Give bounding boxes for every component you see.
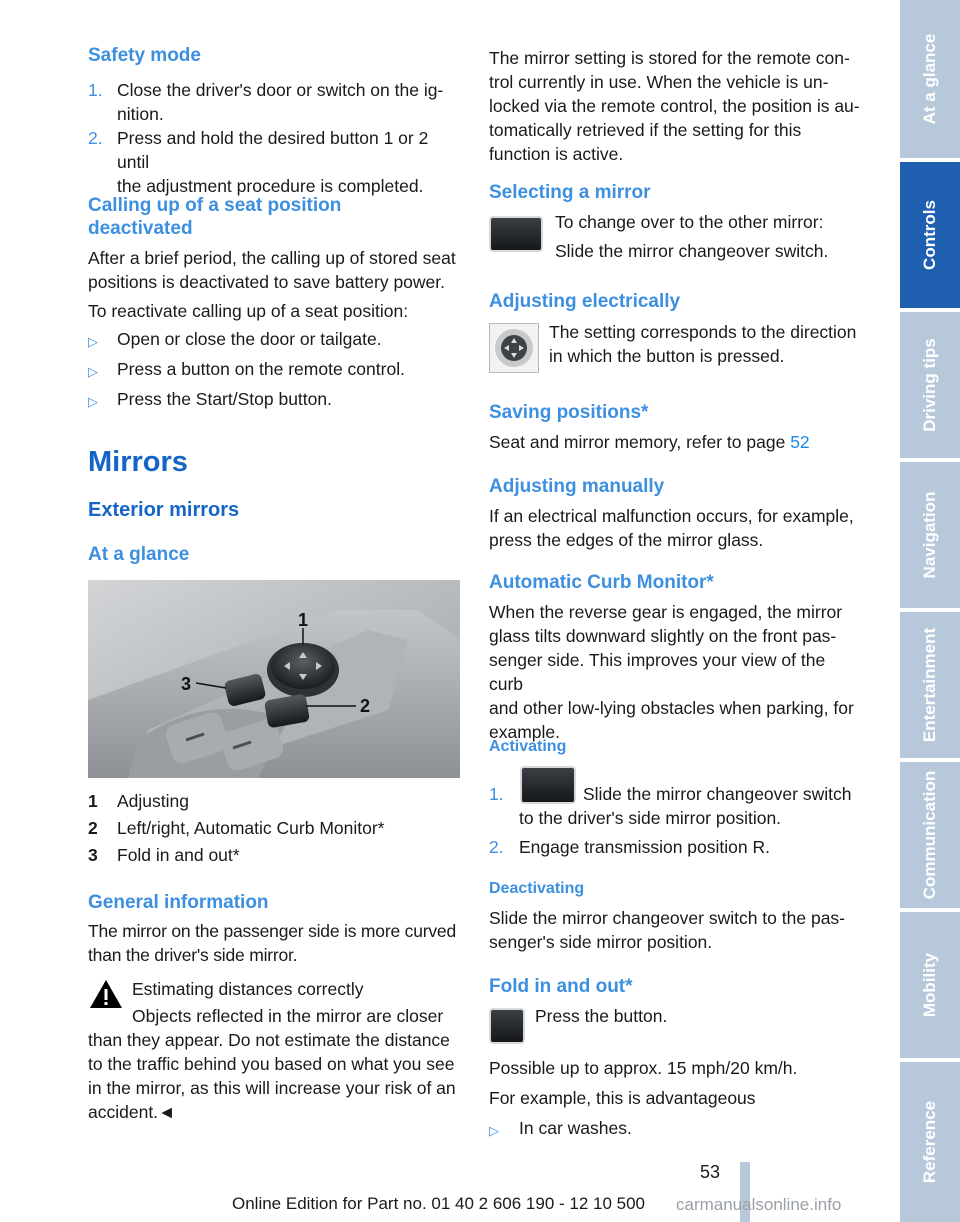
- step-line: Slide the mirror changeover switch: [583, 784, 852, 804]
- chapter-tabs: [900, 0, 960, 1222]
- text-line: The mirror setting is stored for the remote con-: [489, 48, 850, 68]
- tab-communication[interactable]: [900, 762, 960, 908]
- bullet-text: Open or close the door or tailgate.: [117, 329, 382, 349]
- text-line: Slide the mirror changeover switch.: [555, 241, 829, 261]
- bullet-triangle-icon: ▷: [88, 394, 98, 409]
- step-line: Close the driver's door or switch on the ig-: [117, 80, 444, 100]
- legend-text: Left/right, Automatic Curb Monitor*: [117, 818, 385, 838]
- warning-line: to the traffic behind you based on what you see: [88, 1054, 455, 1074]
- bullet-triangle-icon: ▷: [489, 1123, 499, 1138]
- bullet-text: In car washes.: [519, 1118, 632, 1138]
- tab-label: Controls: [920, 200, 939, 270]
- fold-paragraph: [489, 1056, 861, 1140]
- section-title-calling-up: [88, 194, 341, 240]
- manual-paragraph: [489, 504, 861, 552]
- subtitle-activating: Activating: [489, 738, 567, 755]
- footer-edition: Online Edition for Part no. 01 40 2 606 190 - 12 10 500: [232, 1194, 646, 1213]
- fold-button-icon: [489, 1008, 525, 1044]
- section-title-general-information: General information: [88, 892, 269, 913]
- legend-number: 1: [88, 791, 98, 811]
- list-item: [489, 1116, 861, 1140]
- stored-paragraph: [489, 46, 861, 166]
- tab-driving-tips[interactable]: [900, 312, 960, 458]
- mirror-changeover-switch-icon: [489, 216, 543, 252]
- tab-label: Navigation: [920, 491, 939, 579]
- text-line: To change over to the other mirror:: [555, 212, 824, 232]
- section-title-adjusting-manually: Adjusting manually: [489, 476, 665, 497]
- mirror-adjust-button-icon: [489, 323, 539, 373]
- text-line: If an electrical malfunction occurs, for example,: [489, 506, 854, 526]
- text-line: tomatically retrieved if the setting for this: [489, 120, 802, 140]
- bullet-triangle-icon: ▷: [88, 334, 98, 349]
- section-title-automatic-curb-monitor: Automatic Curb Monitor*: [489, 572, 714, 593]
- list-item: [88, 387, 462, 417]
- text-line: After a brief period, the calling up of stored seat: [88, 248, 456, 268]
- legend-number: 3: [88, 845, 98, 865]
- text-line: in which the button is pressed.: [549, 346, 785, 366]
- mirror-changeover-switch-icon: [520, 766, 576, 804]
- callout-2: 2: [360, 696, 371, 716]
- text-line: The mirror on the passenger side is more curved: [88, 921, 456, 941]
- step-number: 1.: [88, 80, 103, 100]
- step-text: [117, 126, 462, 198]
- page-number: 53: [700, 1162, 721, 1182]
- section-title-selecting-mirror: Selecting a mirror: [489, 182, 651, 203]
- tab-entertainment[interactable]: [900, 612, 960, 758]
- deactivating-paragraph: [489, 906, 861, 954]
- legend-text: Fold in and out*: [117, 845, 240, 865]
- step-line: to the driver's side mirror position.: [519, 808, 782, 828]
- section-title-at-a-glance: At a glance: [88, 544, 190, 565]
- list-item: [88, 843, 462, 870]
- adjusting-text: [549, 320, 861, 368]
- tab-controls[interactable]: [900, 162, 960, 308]
- tab-label: Driving tips: [920, 338, 939, 432]
- step-number: 1.: [489, 784, 504, 804]
- tab-label: Reference: [920, 1100, 939, 1184]
- legend-number: 2: [88, 818, 98, 838]
- text-line: locked via the remote control, the position is au-: [489, 96, 860, 116]
- text-line: Seat and mirror memory, refer to page: [489, 432, 791, 452]
- list-item: [88, 78, 462, 126]
- text-line: Slide the mirror changeover switch to the pas-: [489, 908, 845, 928]
- step-line: Press and hold the desired button 1 or 2 until: [117, 128, 429, 172]
- warning-title: Estimating distances correctly: [132, 979, 364, 999]
- warning-line: in the mirror, as this will increase your risk of an: [88, 1078, 456, 1098]
- text-line: and other low-lying obstacles when parking, for: [489, 698, 854, 718]
- step-number: 2.: [88, 128, 103, 148]
- step-line: Engage transmission position R.: [519, 837, 770, 857]
- warning-line: accident.◄: [88, 1102, 176, 1122]
- activating-steps: [489, 782, 861, 859]
- title-line: Calling up of a seat position: [88, 195, 342, 216]
- curb-paragraph: [489, 600, 861, 744]
- text-line: positions is deactivated to save battery power.: [88, 272, 446, 292]
- tab-label: Entertainment: [920, 627, 939, 743]
- subtitle-deactivating: Deactivating: [489, 880, 585, 897]
- list-item: [88, 816, 462, 843]
- step-line: nition.: [117, 104, 164, 124]
- text-line: The setting corresponds to the direction: [549, 322, 857, 342]
- tab-label: At a glance: [920, 33, 939, 125]
- section-title-adjusting-electrically: Adjusting electrically: [489, 291, 681, 312]
- calling-paragraph: [88, 246, 462, 323]
- selecting-text: [555, 210, 861, 263]
- text-line: press the edges of the mirror glass.: [489, 530, 764, 550]
- text-line: senger side. This improves your view of the curb: [489, 650, 826, 694]
- list-item: [88, 327, 462, 357]
- step-line: the adjustment procedure is completed.: [117, 176, 424, 196]
- warning-line: than they appear. Do not estimate the distance: [88, 1030, 450, 1050]
- step-number: 2.: [489, 837, 504, 857]
- text-line: senger's side mirror position.: [489, 932, 713, 952]
- step-text: [117, 78, 462, 126]
- list-item: [489, 835, 861, 859]
- warning-line: Objects reflected in the mirror are closer: [132, 1006, 444, 1026]
- section-title-saving-positions: Saving positions*: [489, 402, 649, 423]
- text-line: For example, this is advantageous: [489, 1088, 756, 1108]
- tab-label: Mobility: [920, 952, 939, 1018]
- mirror-controls-illustration: [88, 580, 460, 778]
- chapter-title-mirrors: Mirrors: [88, 446, 188, 478]
- safety-steps: [88, 78, 462, 196]
- list-item: [88, 357, 462, 387]
- footer-watermark: carmanualsonline.info: [676, 1195, 842, 1214]
- photo-legend: [88, 789, 462, 870]
- bullet-text: Press the Start/Stop button.: [117, 389, 332, 409]
- section-title-fold-in-out: Fold in and out*: [489, 976, 633, 997]
- legend-text: Adjusting: [117, 791, 189, 811]
- fold-text: Press the button.: [535, 1006, 668, 1026]
- text-line: To reactivate calling up of a seat position:: [88, 301, 409, 321]
- text-line: example.: [489, 722, 561, 742]
- text-line: than the driver's side mirror.: [88, 945, 298, 965]
- text-line: function is active.: [489, 144, 624, 164]
- saving-text: [489, 430, 861, 454]
- text-line: Possible up to approx. 15 mph/20 km/h.: [489, 1058, 798, 1078]
- calling-bullets: [88, 327, 462, 417]
- tab-at-a-glance[interactable]: [900, 0, 960, 158]
- section-title-safety-mode: Safety mode: [88, 45, 201, 66]
- text-line: glass tilts downward slightly on the front pas-: [489, 626, 837, 646]
- title-line: deactivated: [88, 218, 193, 239]
- section-title-exterior-mirrors: Exterior mirrors: [88, 499, 240, 521]
- list-item: [88, 126, 462, 196]
- general-paragraph: [88, 919, 462, 967]
- text-line: When the reverse gear is engaged, the mirror: [489, 602, 843, 622]
- tab-navigation[interactable]: [900, 462, 960, 608]
- list-item: [88, 789, 462, 816]
- bullet-text: Press a button on the remote control.: [117, 359, 405, 379]
- tab-reference[interactable]: [900, 1062, 960, 1222]
- warning-block: [88, 977, 462, 1124]
- mirror-controls-photo: [88, 580, 460, 778]
- callout-3: 3: [181, 674, 192, 694]
- page-52-link[interactable]: 52: [790, 432, 810, 452]
- bullet-triangle-icon: ▷: [88, 364, 98, 379]
- callout-1: 1: [298, 610, 309, 630]
- tab-label: Communication: [920, 770, 939, 900]
- text-line: trol currently in use. When the vehicle is un-: [489, 72, 829, 92]
- tab-mobility[interactable]: [900, 912, 960, 1058]
